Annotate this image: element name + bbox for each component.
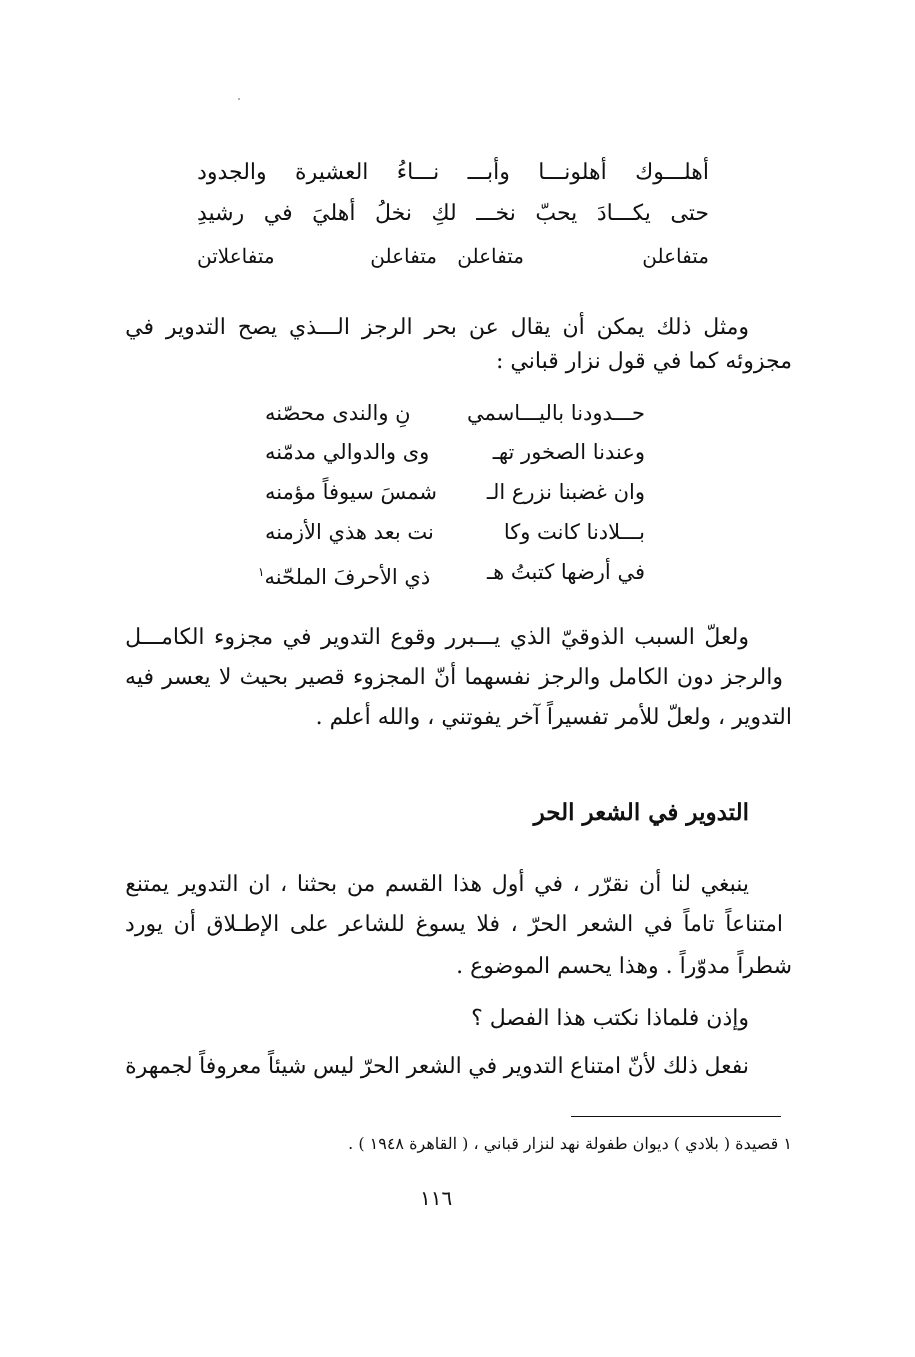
para1-line1: ومثل ذلك يمكن أن يقال عن بحر الرجز الـــذي يصح التدوير في <box>125 315 749 340</box>
scan-speck <box>238 98 240 100</box>
para1-line2: مجزوئه كما في قول نزار قباني : <box>496 349 792 374</box>
poem2-line1-right: حـــدودنا باليـــاسمي <box>467 401 645 425</box>
poem1-line1: أهلـــوك أهلونـــا وأبـــ نـــاءُ العشيرة والجدود <box>197 160 709 185</box>
para3-line1: ينبغي لنا أن نقرّر ، في أول هذا القسم من بحثنا ، ان التدوير يمتنع <box>125 872 749 897</box>
poem2-line4-right: بـــلادنا كانت وكا <box>503 520 645 544</box>
para2-line2: والرجز دون الكامل والرجز نفسهما أنّ المجزوء قصير بحيث لا يعسر فيه <box>125 665 783 690</box>
footnote-marker: ١ <box>258 565 265 579</box>
section-heading: التدوير في الشعر الحر <box>533 799 749 826</box>
para4-line: وإذن فلماذا نكتب هذا الفصل ؟ <box>471 1006 749 1031</box>
para2-line1: ولعلّ السبب الذوقيّ الذي يـــبرر وقوع التدوير في مجزوء الكامـــل <box>125 625 749 650</box>
poem2-line1-left: نِ والندى محصّنه <box>265 401 411 425</box>
para5-line: نفعل ذلك لأنّ امتناع التدوير في الشعر الحرّ ليس شيئاً معروفاً لجمهرة <box>125 1054 749 1079</box>
footnote-text: ١ قصيدة ( بلادي ) ديوان طفولة نهد لنزار قباني ، ( القاهرة ١٩٤٨ ) . <box>348 1134 792 1153</box>
page-number: ١١٦ <box>420 1186 453 1210</box>
para3-line2: امتناعاً تاماً في الشعر الحرّ ، فلا يسوغ للشاعر على الإطـلاق أن يورد <box>125 912 783 937</box>
poem2-line2-right: وعندنا الصخور تهـ <box>492 440 645 464</box>
poem2-line5-right: في أرضها كتبتُ هـ <box>487 560 645 584</box>
poem2-line4-left: نت بعد هذي الأزمنه <box>265 520 434 544</box>
poem2-line5-left: ذي الأحرفَ الملحّنه$^١$ <box>258 565 431 589</box>
poem2-line2-left: وى والدوالي مدمّنه <box>265 440 430 464</box>
para3-line3: شطراً مدوّراً . وهذا يحسم الموضوع . <box>456 954 792 979</box>
para2-line3: التدوير ، ولعلّ للأمر تفسيراً آخر يفوتني ، والله أعلم . <box>315 705 792 730</box>
poem1-line2: حتى يكـــادَ يحبّ نخـــ لكِ نخلُ أهليَ في رشيدِ <box>197 201 709 226</box>
poem2-line3-right: وان غضبنا نزرع الـ <box>486 480 645 504</box>
poem2-line3-left: شمسَ سيوفاً مؤمنه <box>265 480 438 504</box>
footnote-divider <box>571 1116 781 1117</box>
